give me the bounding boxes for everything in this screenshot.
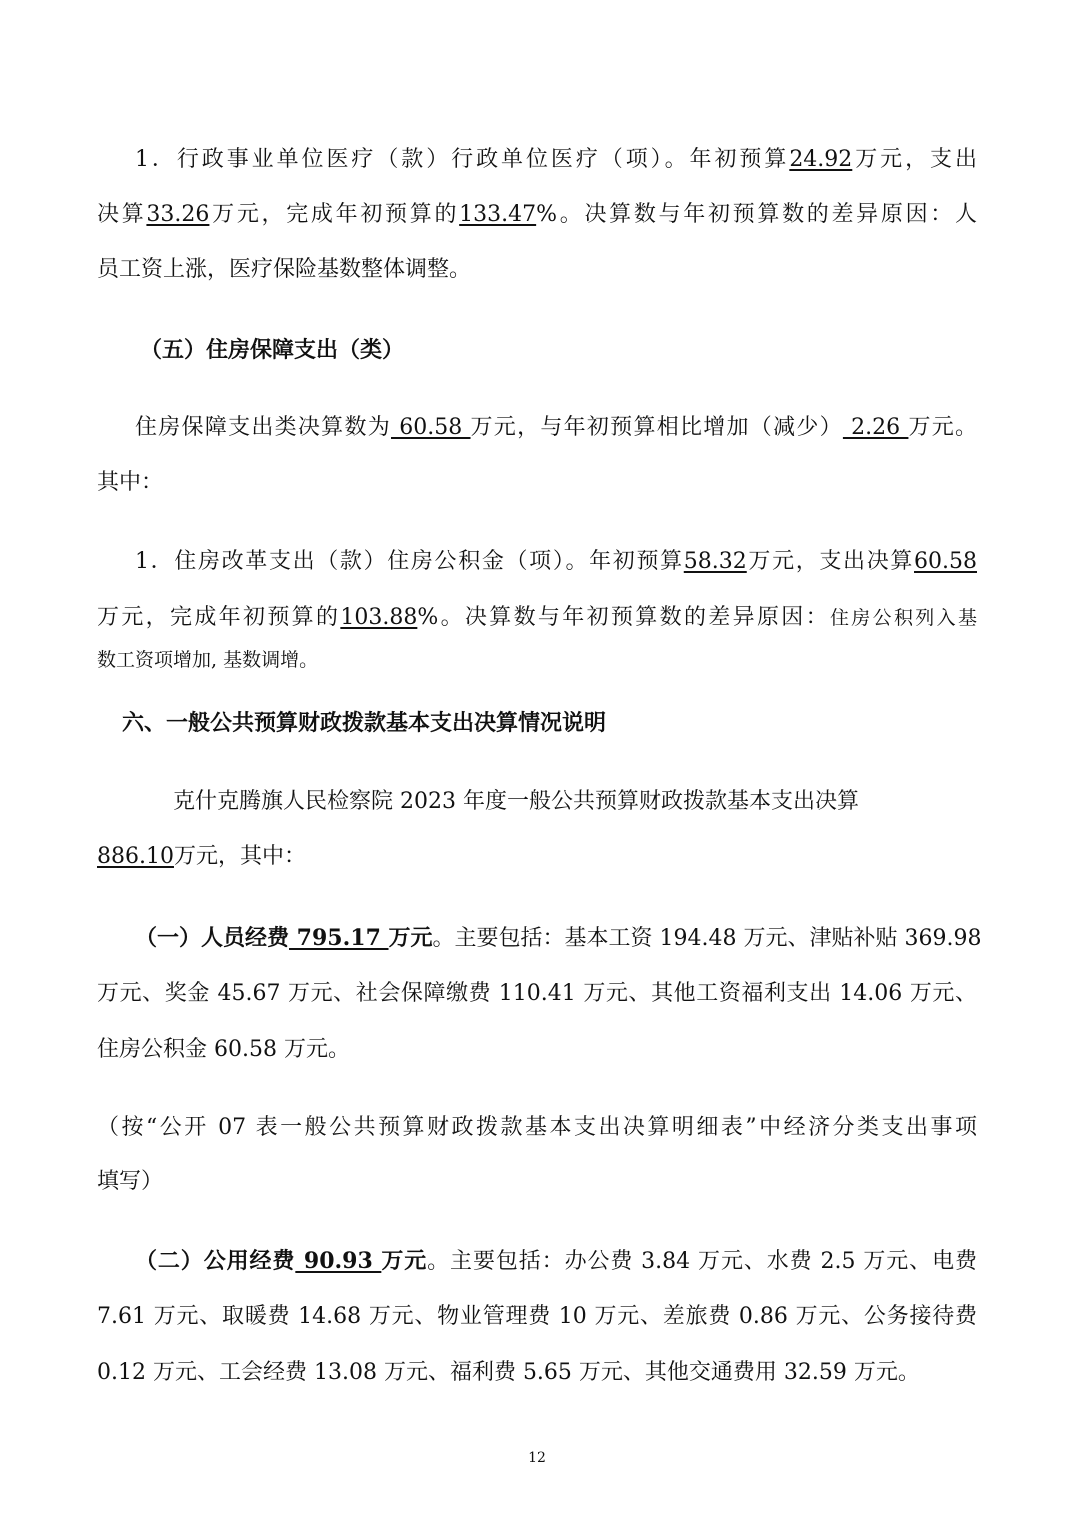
p7-line-2: 7.61 万元、取暖费 14.68 万元、物业管理费 10 万元、差旅费 0.86 万元、公务接待费 xyxy=(97,1304,977,1329)
p6-line-1: （按“公开 07 表一般公共预算财政拨款基本支出决算明细表”中经济分类支出事项 xyxy=(97,1115,977,1140)
p7-public-value: 90.93 xyxy=(295,1248,382,1274)
p2-change-value: 2.26 xyxy=(842,415,909,440)
p1-line-3: 员工资上涨，医疗保险基数整体调整。 xyxy=(97,257,472,282)
p2-line-2: 其中： xyxy=(97,470,164,495)
p4-total-value: 886.10 xyxy=(97,844,174,869)
p3-budget-value: 58.32 xyxy=(683,549,747,574)
p2-line-1: 住房保障支出类决算数为 60.58 万元，与年初预算相比增加（减少） 2.26 万元。 xyxy=(135,415,977,440)
p2-total-value: 60.58 xyxy=(391,415,471,440)
p1-line-1: 1．行政事业单位医疗（款）行政单位医疗（项）。年初预算24.92万元，支出 xyxy=(135,147,977,172)
p1-budget-value: 24.92 xyxy=(789,147,853,172)
heading-section-six: 六、一般公共预算财政拨款基本支出决算情况说明 xyxy=(122,711,607,736)
p1-actual-value: 33.26 xyxy=(146,202,210,227)
p5-line-1: （一）人员经费 795.17 万元。主要包括：基本工资 194.48 万元、津贴补贴 369.98 xyxy=(135,925,982,951)
p7-line-3: 0.12 万元、工会经费 13.08 万元、福利费 5.65 万元、其他交通费用 32.59 万元。 xyxy=(97,1360,920,1385)
page-number: 12 xyxy=(528,1450,546,1466)
p4-line-1: 克什克腾旗人民检察院 2023 年度一般公共预算财政拨款基本支出决算 xyxy=(173,789,859,814)
p3-line-2: 万元，完成年初预算的103.88%。决算数与年初预算数的差异原因：住房公积列入基 xyxy=(97,605,977,630)
p4-line-2: 886.10万元，其中： xyxy=(97,844,306,869)
p5-personnel-value: 795.17 xyxy=(289,925,389,951)
p1-percent-value: 133.47 xyxy=(459,202,537,227)
p1-line-2: 决算33.26万元，完成年初预算的133.47%。决算数与年初预算数的差异原因：人 xyxy=(97,202,977,227)
heading-housing: （五）住房保障支出（类） xyxy=(140,338,405,363)
p5-line-2: 万元、奖金 45.67 万元、社会保障缴费 110.41 万元、其他工资福利支出 14.06 万元、 xyxy=(97,981,977,1006)
p3-line-3: 数工资项增加, 基数调增。 xyxy=(97,649,319,671)
p7-line-1: （二）公用经费 90.93 万元。主要包括：办公费 3.84 万元、水费 2.5 万元、电费 xyxy=(135,1248,977,1274)
p5-line-3: 住房公积金 60.58 万元。 xyxy=(97,1037,350,1062)
p3-actual-value: 60.58 xyxy=(914,549,977,574)
p3-percent-value: 103.88 xyxy=(340,605,418,630)
p6-line-2: 填写） xyxy=(97,1169,164,1194)
p3-line-1: 1．住房改革支出（款）住房公积金（项）。年初预算58.32万元，支出决算60.58 xyxy=(135,549,977,574)
